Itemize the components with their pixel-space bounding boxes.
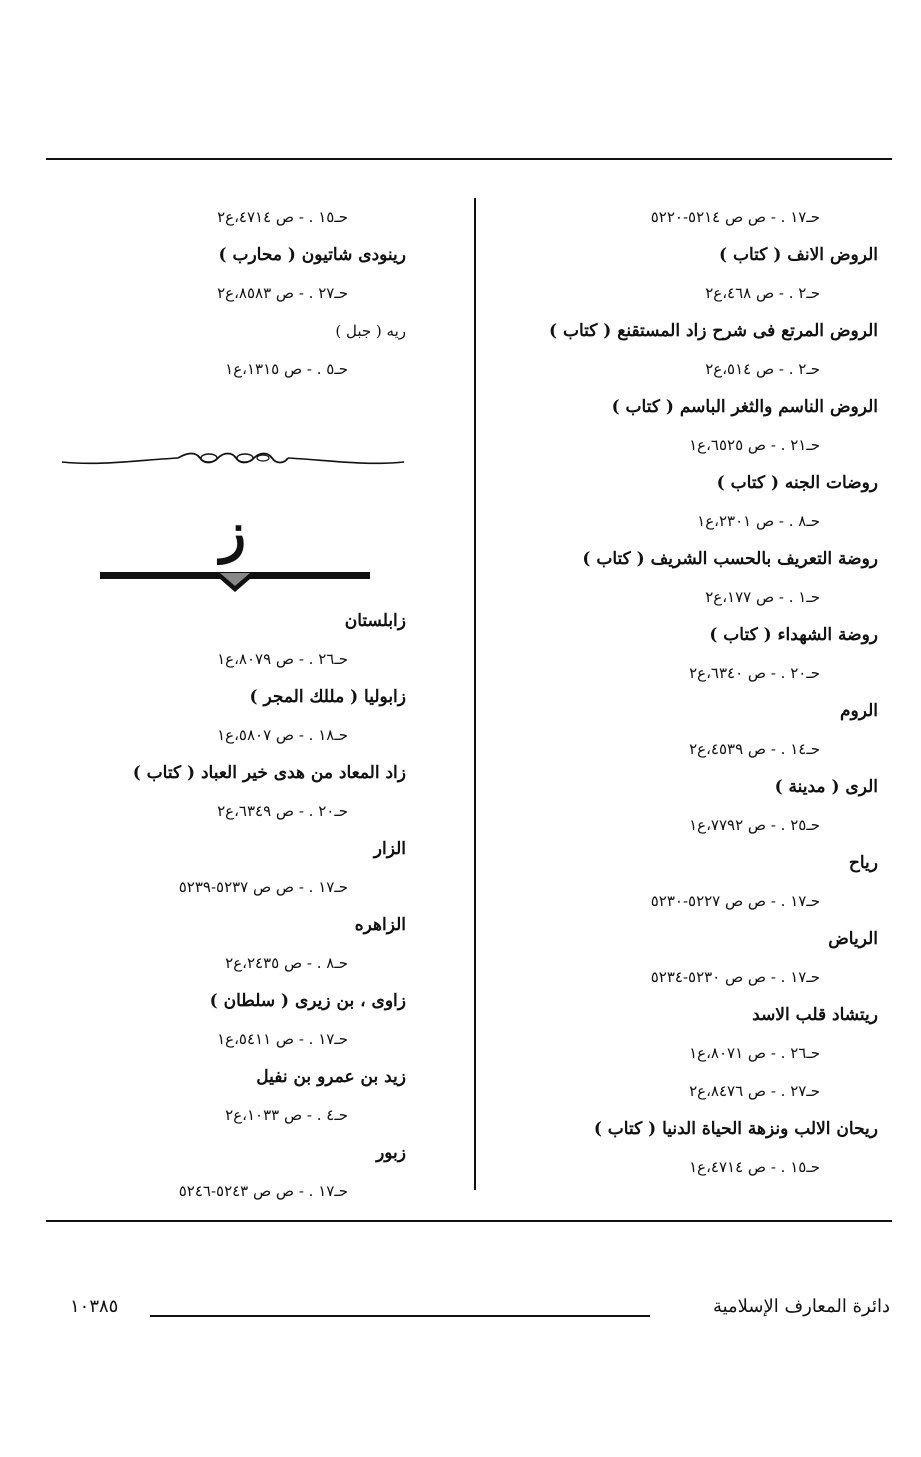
- entry-reference: حـ١٤ . - ص ٤٥٣٩،ع٢: [689, 740, 820, 758]
- entry-reference: حـ٢ . - ص ٥١٤،ع٢: [705, 360, 820, 378]
- flourish-ornament-icon: [60, 444, 406, 474]
- entry-reference: حـ٨ . - ص ٢٣٠١،ع١: [697, 512, 820, 530]
- entry-title: ريتشاد قلب الاسد: [752, 1005, 878, 1025]
- entry-title: الروض الانف ( كتاب ): [719, 245, 878, 265]
- entry-title: زبور: [376, 1143, 406, 1163]
- left-column-bottom-entries: [60, 602, 406, 1210]
- entry-reference: حـ٢٧ . - ص ٨٤٧٦،ع٢: [689, 1082, 820, 1100]
- section-ornament: [60, 426, 406, 502]
- entry-reference: حـ٢٠ . - ص ٦٣٤٠،ع٢: [689, 664, 820, 682]
- entry-reference: حـ٨ . - ص ٢٤٣٥،ع٢: [225, 954, 348, 972]
- entry-reference: حـ١٥ . - ص ٤٧١٤،ع١: [689, 1158, 820, 1176]
- entry-reference: حـ٢٥ . - ص ٧٧٩٢،ع١: [689, 816, 820, 834]
- entry-title: ريه ( جبل ): [335, 322, 406, 340]
- entry-reference: حـ٢٦ . - ص ٨٠٧١،ع١: [689, 1044, 820, 1062]
- entry-reference: حـ٤ . - ص ١٠٣٣،ع٢: [225, 1106, 348, 1124]
- entry-reference: حـ١ . - ص ١٧٧،ع٢: [705, 588, 820, 606]
- entry-title: روضات الجنه ( كتاب ): [716, 473, 878, 493]
- footer-title: دائرة المعارف الإسلامية: [712, 1296, 890, 1317]
- section-letter-bar: [60, 562, 406, 602]
- right-column: [500, 198, 878, 1186]
- entry-title: الروم: [839, 701, 878, 721]
- entry-reference: حـ١٧ . - ص ٥٤١١،ع١: [217, 1030, 348, 1048]
- entry-reference: حـ٢٦ . - ص ٨٠٧٩،ع١: [217, 650, 348, 668]
- entry-reference: حـ٥ . - ص ١٣١٥،ع١: [225, 360, 348, 378]
- entry-title: زاد المعاد من هدى خير العباد ( كتاب ): [132, 763, 406, 783]
- entry-title: زابوليا ( مللك المجر ): [249, 687, 406, 707]
- entry-reference: حـ٢٧ . - ص ٨٥٨٣،ع٢: [217, 284, 348, 302]
- entry-reference: حـ١٧ . - ص ص ٥٢٣٧-٥٢٣٩: [178, 878, 348, 896]
- entry-reference: حـ٢٠ . - ص ٦٣٤٩،ع٢: [217, 802, 348, 820]
- entry-title: روضة التعريف بالحسب الشريف ( كتاب ): [582, 549, 878, 569]
- entry-title: زابلستان: [344, 611, 406, 631]
- page-number: ١٠٣٨٥: [70, 1296, 119, 1317]
- entry-reference: حـ٢ . - ص ٤٦٨،ع٢: [705, 284, 820, 302]
- top-rule: [46, 158, 892, 160]
- footer-line: [150, 1315, 650, 1317]
- entry-title: زيد بن عمرو بن نفيل: [256, 1067, 406, 1087]
- entry-reference: حـ١٧ . - ص ص ٥٢٤٣-٥٢٤٦: [178, 1182, 348, 1200]
- entry-reference: حـ١٨ . - ص ٥٨٠٧،ع١: [217, 726, 348, 744]
- entry-title: روضة الشهداء ( كتاب ): [709, 625, 878, 645]
- entry-title: الروض الناسم والثغر الباسم ( كتاب ): [611, 397, 878, 417]
- entry-title: الرياض: [828, 929, 878, 949]
- left-column-top-entries: [60, 198, 406, 388]
- column-divider: [474, 198, 476, 1190]
- entry-title: زاوى ، بن زيرى ( سلطان ): [209, 991, 406, 1011]
- entry-title: رياح: [848, 853, 878, 873]
- entry-title: رينودى شاتيون ( محارب ): [218, 245, 406, 265]
- entry-reference: حـ١٥ . - ص ٤٧١٤،ع٢: [217, 208, 348, 226]
- page-footer: [70, 1296, 890, 1326]
- entry-reference: حـ١٧ . - ص ص ٥٢١٤-٥٢٢٠: [650, 208, 820, 226]
- bottom-rule: [46, 1220, 892, 1222]
- entry-title: الزار: [373, 839, 406, 859]
- letter-bar-icon: [100, 570, 370, 594]
- entry-reference: حـ١٧ . - ص ص ٥٢٢٧-٥٢٣٠: [650, 892, 820, 910]
- entry-reference: حـ١٧ . - ص ص ٥٢٣٠-٥٢٣٤: [650, 968, 820, 986]
- entry-reference: حـ٢١ . - ص ٦٥٢٥،ع١: [689, 436, 820, 454]
- entry-title: الرى ( مدينة ): [774, 777, 878, 797]
- entry-title: ريحان الالب ونزهة الحياة الدنيا ( كتاب ): [593, 1119, 878, 1139]
- entry-title: الروض المرتع فى شرح زاد المستقنع ( كتاب ): [549, 321, 878, 341]
- section-letter: ز: [219, 500, 247, 564]
- section-spacer: [60, 388, 406, 426]
- entry-title: الزاهره: [354, 915, 406, 935]
- left-column: [60, 198, 406, 1210]
